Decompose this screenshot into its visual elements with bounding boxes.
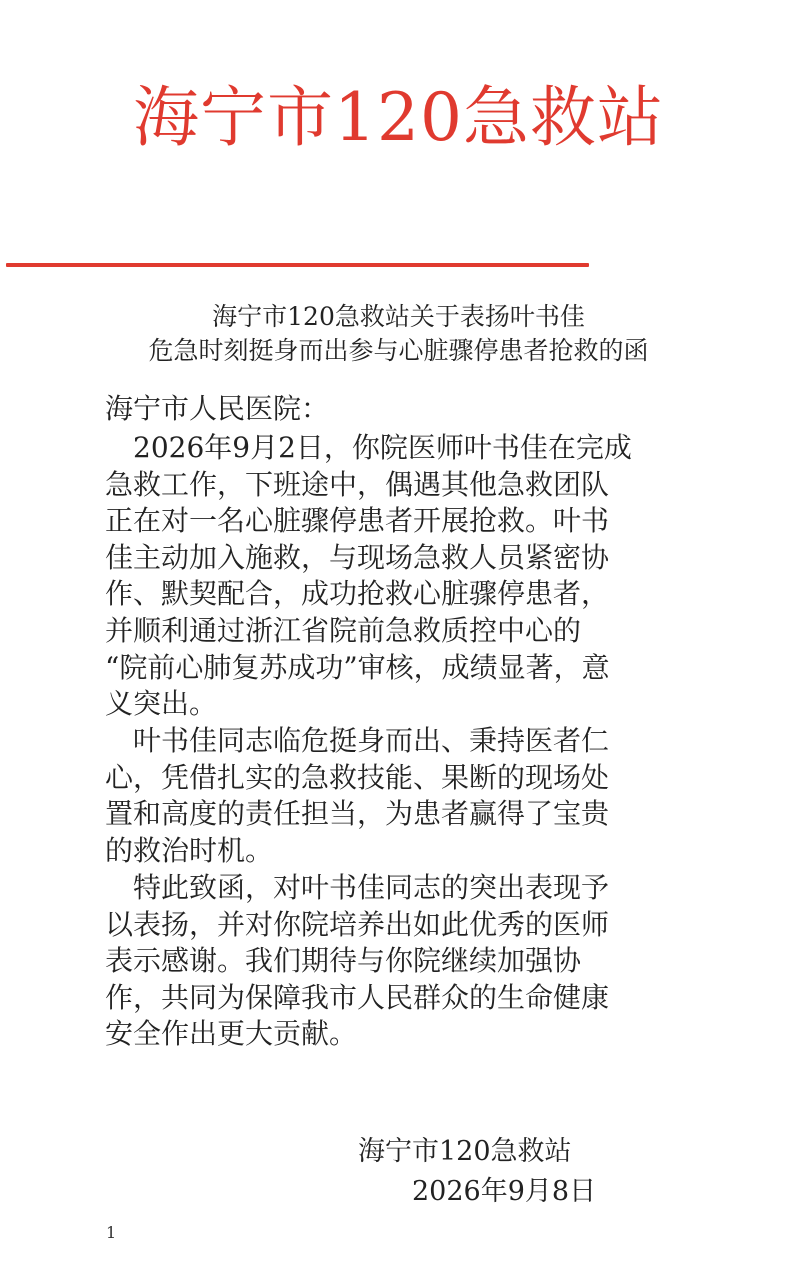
body-line: 并顺利通过浙江省院前急救质控中心的 (105, 613, 582, 647)
page-number: 1 (106, 1223, 117, 1242)
body-line: 作、默契配合，成功抢救心脏骤停患者， (105, 577, 610, 611)
body-line: 作，共同为保障我市人民群众的生命健康 (105, 980, 610, 1014)
body-line: 表示感谢。我们期待与你院继续加强协 (105, 944, 582, 978)
body-paragraph-1 (105, 430, 632, 723)
signature-date: 2026年9月8日 (412, 1176, 597, 1207)
body-line: 以表扬，并对你院培养出如此优秀的医师 (105, 907, 610, 941)
body-line: 安全作出更大贡献。 (105, 1017, 358, 1051)
body-paragraph-3 (105, 870, 609, 1053)
header-divider (6, 263, 589, 267)
body-line: 2026年9月2日，你院医师叶书佳在完成 (105, 431, 632, 464)
body-paragraph-2 (105, 723, 609, 869)
body-line: 置和高度的责任担当，为患者赢得了宝贵 (105, 797, 610, 831)
salutation: 海宁市人民医院： (105, 392, 330, 425)
body-line: 义突出。 (105, 687, 218, 721)
body-line: 叶书佳同志临危挺身而出、秉持医者仁 (105, 724, 610, 757)
letter-title-line-2: 危急时刻挺身而出参与心脏骤停患者抢救的函 (148, 336, 649, 365)
signature-block (358, 1132, 596, 1212)
body-line: 心，凭借扎实的急救技能、果断的现场处 (105, 760, 610, 794)
body-line: 的救治时机。 (105, 833, 274, 867)
letter-title (0, 300, 797, 368)
body-line: 佳主动加入施救，与现场急救人员紧密协 (105, 540, 610, 574)
organization-header: 海宁市120急救站 (133, 79, 664, 156)
body-line: 特此致函，对叶书佳同志的突出表现予 (105, 871, 610, 904)
body-line: 正在对一名心脏骤停患者开展抢救。叶书 (105, 504, 610, 538)
letter-title-line-1: 海宁市120急救站关于表扬叶书佳 (212, 302, 585, 331)
body-line: 急救工作，下班途中，偶遇其他急救团队 (105, 467, 610, 501)
body-line: “院前心肺复苏成功”审核，成绩显著，意 (105, 650, 610, 684)
signature-organization: 海宁市120急救站 (358, 1136, 572, 1167)
